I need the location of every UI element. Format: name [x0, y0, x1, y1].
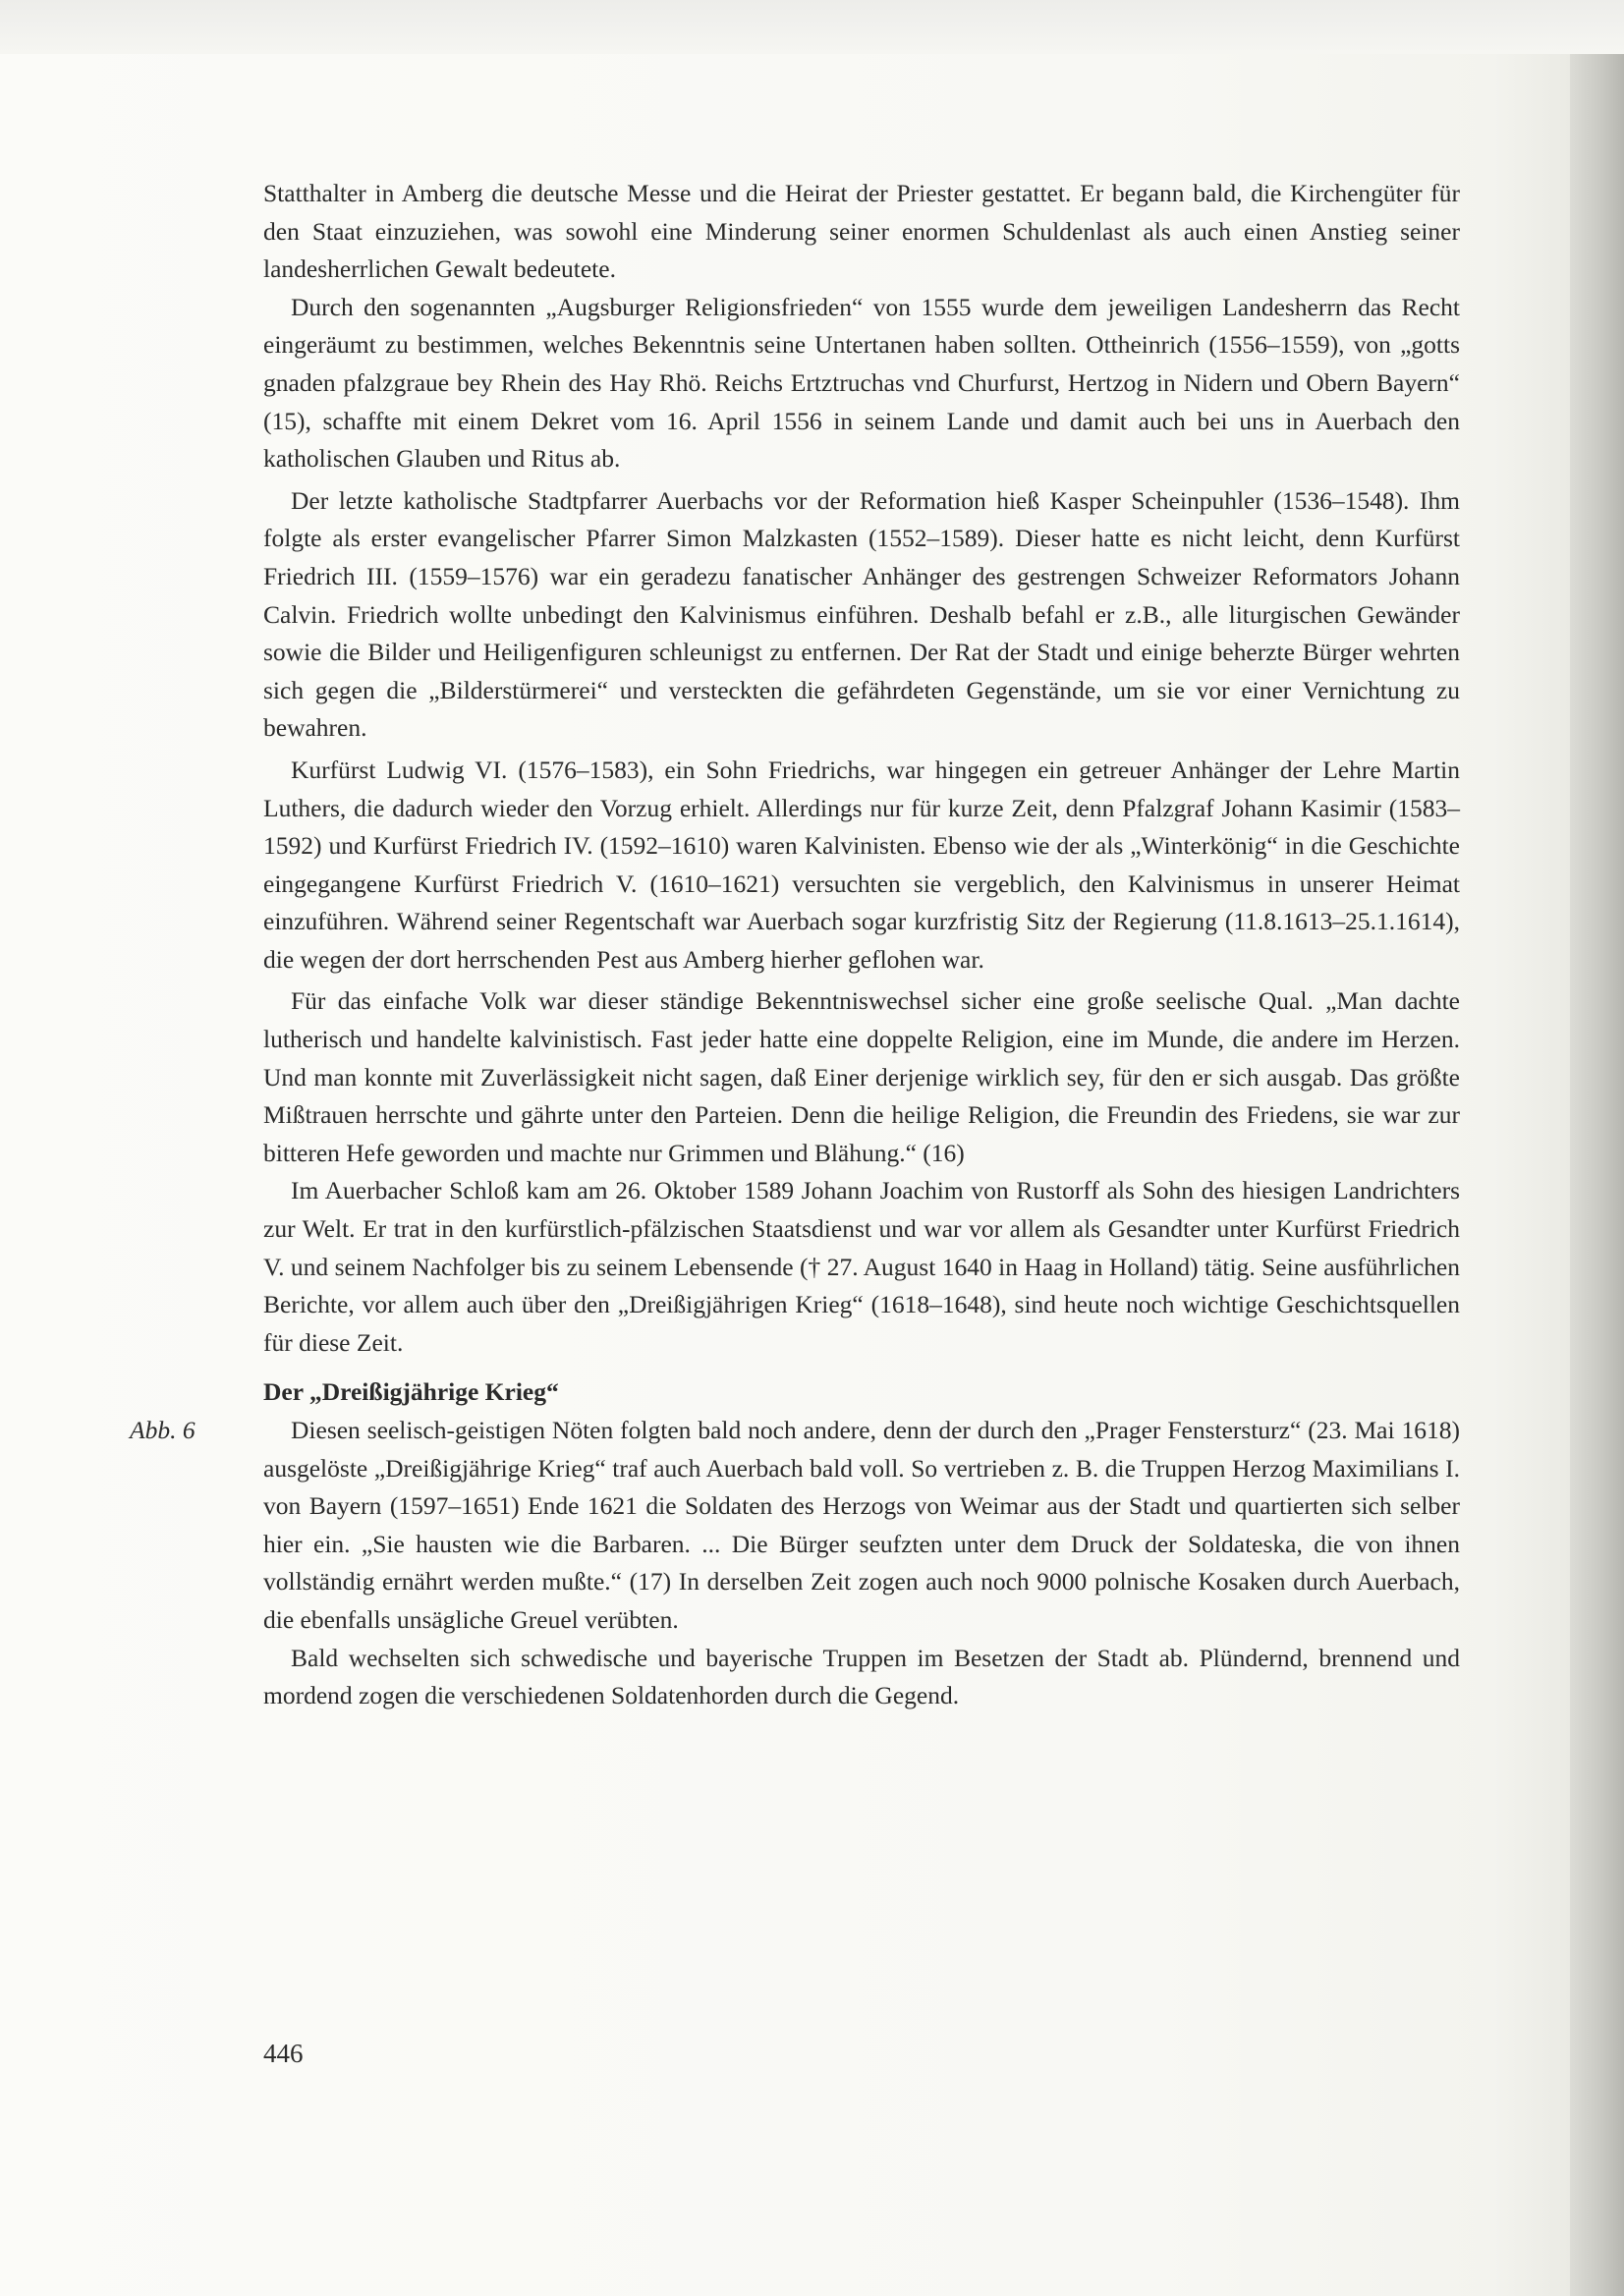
paragraph-volk: Für das einfache Volk war dieser ständige Bekenntniswechsel sicher eine große seelische Qual. „Man dachte lutherisch und handelte kalvinistisch. Fast jeder hatte eine doppelte Religion, eine im Munde, die andere im Herzen. Und man konnte mit Zuverlässigkeit nicht sagen, daß Einer derjenige wirklich sey, für den er sich ausgab. Das größte Mißtrauen herrschte und gährte unter den Parteien. Denn die heilige Religion, die Freundin des Friedens, sie war zur bitteren Hefe geworden und machte nur Grimmen und Blähung.“ (16) [263, 986, 1460, 1167]
section-heading: Der „Dreißigjährige Krieg“ [263, 1377, 559, 1407]
section-block [130, 1412, 1460, 1640]
paragraph-noeten: Diesen seelisch-geistigen Nöten folgten bald noch andere, denn der durch den „Prager Fenstersturz“ (23. Mai 1618) ausgelöste „Dreißigjährige Krieg“ traf auch Auerbach bald voll. So vertrieben z. B. die Truppen Herzog Maximilians I. von Bayern (1597–1651) Ende 1621 die Soldaten des Herzogs von Weimar aus der Stadt und quartierten sich selber hier ein. „Sie hausten wie die Barbaren. ... Die Bürger seufzten unter dem Druck der Soldateska, die von ihnen vollständig ernährt werden mußte.“ (17) In derselben Zeit zogen auch noch 9000 polnische Kosaken durch Auerbach, die ebenfalls unsägliche Greuel verübten. [263, 1416, 1460, 1634]
paragraph-ludwig: Kurfürst Ludwig VI. (1576–1583), ein Sohn Friedrichs, war hingegen ein getreuer Anhänger der Lehre Martin Luthers, die dadurch wieder den Vorzug erhielt. Allerdings nur für kurze Zeit, denn Pfalzgraf Johann Kasimir (1583–1592) und Kurfürst Friedrich IV. (1592–1610) waren Kalvinisten. Ebenso wie der als „Winterkönig“ in die Geschichte eingegangene Kurfürst Friedrich V. (1610–1621) versuchten sie vergeblich, den Kalvinismus in unserer Heimat einzuführen. Während seiner Regentschaft war Auerbach sogar kurzfristig Sitz der Regierung (11.8.1613–25.1.1614), die wegen der dort herrschenden Pest aus Amberg hierher geflohen war. [263, 755, 1460, 974]
scan-top-edge [0, 0, 1624, 54]
paragraph-truppen: Bald wechselten sich schwedische und bayerische Truppen im Besetzen der Stadt ab. Plündernd, brennend und mordend zogen die verschiedenen Soldatenhorden durch die Gegend. [263, 1643, 1460, 1710]
body-text [130, 175, 1460, 1715]
paragraph-statthalter: Statthalter in Amberg die deutsche Messe und die Heirat der Priester gestattet. Er begann bald, die Kirchengüter für den Staat einzuziehen, was sowohl eine Minderung seiner enormen Schuldenlast als auch einen Anstieg seiner landesherrlichen Gewalt bedeutete. [263, 179, 1460, 284]
page-number: 446 [263, 2039, 304, 2068]
paragraph-rustorff: Im Auerbacher Schloß kam am 26. Oktober 1589 Johann Joachim von Rustorff als Sohn des hiesigen Landrichters zur Welt. Er trat in den kurfürstlich-pfälzischen Staatsdienst und war vor allem als Gesandter unter Kurfürst Friedrich V. und seinem Nachfolger bis zu seinem Lebensende († 27. August 1640 in Haag in Holland) tätig. Seine ausführlichen Berichte, vor allem auch über den „Dreißigjährigen Krieg“ (1618–1648), sind heute noch wichtige Geschichtsquellen für diese Zeit. [263, 1176, 1460, 1357]
paragraph-religionsfrieden: Durch den sogenannten „Augsburger Religionsfrieden“ von 1555 wurde dem jeweiligen Landesherrn das Recht eingeräumt zu bestimmen, welches Bekenntnis seine Untertanen haben sollten. Ottheinrich (1556–1559), von „gotts gnaden pfalzgraue bey Rhein des Hay Rhö. Reichs Ertztruchas vnd Churfurst, Hertzog in Nidern und Obern Bayern“ (15), schaffte mit einem Dekret vom 16. April 1556 in seinem Lande und damit auch bei uns in Auerbach den katholischen Glauben und Ritus ab. [263, 292, 1460, 474]
paragraph-stadtpfarrer: Der letzte katholische Stadtpfarrer Auerbachs vor der Reformation hieß Kasper Scheinpuhler (1536–1548). Ihm folgte als erster evangelischer Pfarrer Simon Malzkasten (1552–1589). Dieser hatte es nicht leicht, denn Kurfürst Friedrich III. (1559–1576) war ein geradezu fanatischer Anhänger des gestrengen Schweizer Reformators Johann Calvin. Friedrich wollte unbedingt den Kalvinismus einführen. Deshalb befahl er z.B., alle liturgischen Gewänder sowie die Bilder und Heiligenfiguren schleunigst zu entfernen. Der Rat der Stadt und einige beherzte Bürger wehrten sich gegen die „Bilderstürmerei“ und versteckten die gefährdeten Gegenstände, um sie vor einer Vernichtung zu bewahren. [263, 485, 1460, 743]
scan-right-edge-shadow [1570, 54, 1624, 2296]
figure-reference: Abb. 6 [130, 1416, 196, 1444]
